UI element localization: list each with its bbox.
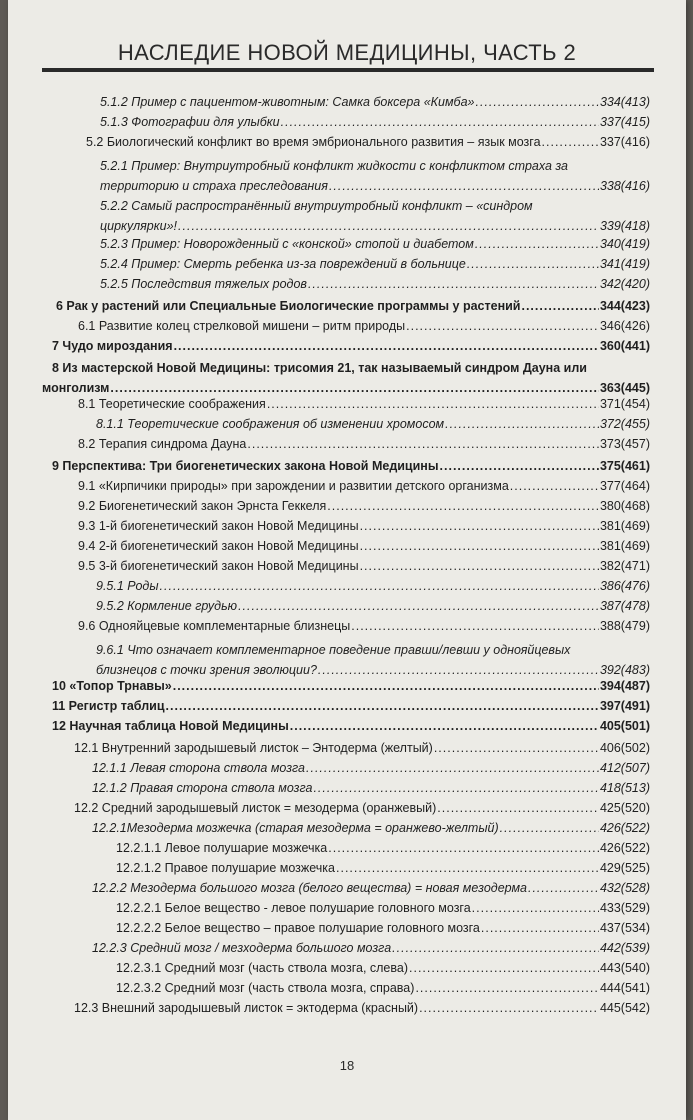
leader-dots <box>476 94 599 111</box>
toc-entry-title: 5.2.2 Самый распространённый внутриутробный конфликт – «синдром <box>100 199 533 213</box>
toc-entry <box>78 318 650 335</box>
toc-entry <box>92 940 650 957</box>
toc-entry <box>52 718 650 735</box>
toc-entry-title: 12.2.1.1 Левое полушарие мозжечка <box>116 841 328 855</box>
toc-entry-title: 5.1.2 Пример с пациентом-животным: Самка боксера «Кимба» <box>100 95 475 109</box>
leader-dots <box>528 880 599 897</box>
toc-entry-page: 429(525) <box>599 861 650 875</box>
leader-dots <box>392 940 599 957</box>
toc-entry-page: 392(483) <box>599 663 650 677</box>
toc-entry-page: 342(420) <box>599 277 650 291</box>
toc-entry-title: 5.2.5 Последствия тяжелых родов <box>100 277 307 291</box>
toc-entry-title-continued: циркулярки»! <box>100 219 178 233</box>
leader-dots <box>521 298 598 315</box>
leader-dots <box>328 840 599 857</box>
leader-dots <box>360 538 599 555</box>
leader-dots <box>510 478 599 495</box>
toc-entry-page: 338(416) <box>599 179 650 193</box>
toc-entry-title: 10 «Топор Трнавы» <box>52 679 172 693</box>
toc-entry-title: 12.2.2.1 Белое вещество - левое полушарие головного мозга <box>116 901 471 915</box>
leader-dots <box>406 318 599 335</box>
toc-entry-page: 337(415) <box>599 115 650 129</box>
toc-entry-page: 381(469) <box>599 519 650 533</box>
toc-entry-page: 334(413) <box>599 95 650 109</box>
leader-dots <box>166 698 599 715</box>
leader-dots <box>419 1000 599 1017</box>
leader-dots <box>360 518 599 535</box>
toc-entry-title: 12.2.3 Средний мозг / мезходерма большого мозга <box>92 941 392 955</box>
toc-entry-title: 12.2.1Мезодерма мозжечка (старая мезодерма = оранжево-желтый) <box>92 821 499 835</box>
toc-entry <box>116 860 650 877</box>
toc-entry-page: 443(540) <box>599 961 650 975</box>
toc-entry-title: 6.1 Развитие колец стрелковой мишени – ритм природы <box>78 319 406 333</box>
toc-entry-page: 433(529) <box>599 901 650 915</box>
toc-entry-page: 371(454) <box>599 397 650 411</box>
leader-dots <box>308 276 599 293</box>
toc-entry <box>116 840 650 857</box>
leader-dots <box>351 618 599 635</box>
toc-entry-page: 346(426) <box>599 319 650 333</box>
toc-entry-title: 9.6 Однояйцевые комплементарные близнецы <box>78 619 351 633</box>
toc-entry-page: 380(468) <box>599 499 650 513</box>
toc-entry <box>92 880 650 897</box>
leader-dots <box>542 134 599 151</box>
toc-entry <box>96 598 650 615</box>
toc-entry-page: 375(461) <box>599 459 650 473</box>
toc-entry-page: 437(534) <box>599 921 650 935</box>
toc-entry <box>116 900 650 917</box>
leader-dots <box>290 718 599 735</box>
toc-entry-page: 340(419) <box>599 237 650 251</box>
toc-entry <box>42 358 650 398</box>
toc-entry <box>100 256 650 273</box>
toc-entry <box>100 156 650 196</box>
toc-entry-page: 377(464) <box>599 479 650 493</box>
toc-entry-title: 9.4 2-й биогенетический закон Новой Медицины <box>78 539 359 553</box>
leader-dots <box>437 800 599 817</box>
leader-dots <box>475 236 599 253</box>
leader-dots <box>409 960 599 977</box>
toc-entry-page: 388(479) <box>599 619 650 633</box>
toc-entry <box>74 1000 650 1017</box>
toc-entry <box>92 820 650 837</box>
toc-entry-title: 9.5.1 Роды <box>96 579 159 593</box>
toc-entry-title: 12.2.3.2 Средний мозг (часть ствола мозга, справа) <box>116 981 415 995</box>
toc-entry <box>78 618 650 635</box>
toc-entry <box>56 298 650 315</box>
toc-entry-page: 373(457) <box>599 437 650 451</box>
toc-entry-title: 12.2 Средний зародышевый листок = мезодерма (оранжевый) <box>74 801 437 815</box>
toc-entry-page: 381(469) <box>599 539 650 553</box>
toc-entry-page: 382(471) <box>599 559 650 573</box>
toc-entry-title: 9.5 3-й биогенетический закон Новой Медицины <box>78 559 359 573</box>
leader-dots <box>434 740 599 757</box>
toc-entry-page: 397(491) <box>599 699 650 713</box>
leader-dots <box>110 378 599 398</box>
toc-entry-title-continued: близнецов с точки зрения эволюции? <box>96 663 317 677</box>
toc-entry-page: 344(423) <box>599 299 650 313</box>
toc-entry-page: 432(528) <box>599 881 650 895</box>
toc-entry-title: 9.6.1 Что означает комплементарное поведение правши/левши у однояйцевых <box>96 643 571 657</box>
toc-entry-title-continued: территорию и страха преследования <box>100 179 328 193</box>
toc-entry-title: 9.3 1-й биогенетический закон Новой Медицины <box>78 519 359 533</box>
toc-entry-page: 444(541) <box>599 981 650 995</box>
toc-entry <box>78 478 650 495</box>
leader-dots <box>174 338 599 355</box>
toc-entry-page: 418(513) <box>599 781 650 795</box>
toc-entry-page: 406(502) <box>599 741 650 755</box>
toc-entry-title: 9.5.2 Кормление грудью <box>96 599 238 613</box>
leader-dots <box>318 660 599 680</box>
leader-dots <box>360 558 599 575</box>
toc-entry-page: 394(487) <box>599 679 650 693</box>
toc-entry-page: 339(418) <box>599 219 650 233</box>
page-number: 18 <box>339 1058 355 1073</box>
toc-entry <box>100 236 650 253</box>
toc-entry <box>78 436 650 453</box>
toc-entry <box>96 578 650 595</box>
toc-entry <box>116 960 650 977</box>
toc-entry-title: 12.1.1 Левая сторона ствола мозга <box>92 761 306 775</box>
leader-dots <box>327 498 599 515</box>
toc-entry-title: 5.2.4 Пример: Смерть ребенка из-за повреждений в больнице <box>100 257 466 271</box>
toc-entry-title: 11 Регистр таблиц <box>52 699 165 713</box>
leader-dots <box>467 256 599 273</box>
leader-dots <box>267 396 599 413</box>
leader-dots <box>415 980 599 997</box>
toc-entry-page: 363(445) <box>599 381 650 395</box>
leader-dots <box>306 760 599 777</box>
toc-entry-title: 12.1 Внутренний зародышевый листок – Энтодерма (желтый) <box>74 741 433 755</box>
leader-dots <box>313 780 599 797</box>
toc-entry <box>74 740 650 757</box>
toc-entry <box>78 558 650 575</box>
toc-entry-title: 8.2 Терапия синдрома Дауна <box>78 437 247 451</box>
toc-entry-title: 12.2.3.1 Средний мозг (часть ствола мозга, слева) <box>116 961 408 975</box>
toc-entry <box>116 920 650 937</box>
toc-entry-title: 8 Из мастерской Новой Медицины: трисомия 21, так называемый синдром Дауна или <box>52 361 587 375</box>
toc-entry-title: 5.2 Биологический конфликт во время эмбрионального развития – язык мозга <box>86 135 541 149</box>
toc-entry <box>100 276 650 293</box>
toc-entry-page: 372(455) <box>599 417 650 431</box>
leader-dots <box>445 416 599 433</box>
toc-entry <box>52 678 650 695</box>
leader-dots <box>247 436 599 453</box>
toc-entry-title: 7 Чудо мироздания <box>52 339 173 353</box>
book-page <box>8 0 686 1120</box>
toc-entry-title: 5.1.3 Фотографии для улыбки <box>100 115 280 129</box>
toc-entry <box>78 538 650 555</box>
toc-entry <box>100 114 650 131</box>
toc-entry <box>52 338 650 355</box>
toc-entry-page: 442(539) <box>599 941 650 955</box>
toc-entry-title-continued: монголизм <box>42 381 110 395</box>
leader-dots <box>440 458 599 475</box>
leader-dots <box>481 920 599 937</box>
toc-entry-title: 12.2.1.2 Правое полушарие мозжечка <box>116 861 335 875</box>
toc-entry <box>86 134 650 151</box>
toc-entry-page: 337(416) <box>599 135 650 149</box>
toc-entry <box>52 458 650 475</box>
toc-entry-title: 5.2.1 Пример: Внутриутробный конфликт жидкости с конфликтом страха за <box>100 159 569 173</box>
toc-entry-title: 9 Перспектива: Три биогенетических закона Новой Медицины <box>52 459 439 473</box>
leader-dots <box>173 678 599 695</box>
toc-entry-page: 445(542) <box>599 1001 650 1015</box>
toc-entry <box>92 760 650 777</box>
leader-dots <box>500 820 599 837</box>
toc-entry-page: 426(522) <box>599 821 650 835</box>
toc-entry <box>96 416 650 433</box>
leader-dots <box>238 598 599 615</box>
toc-entry <box>78 518 650 535</box>
toc-entry <box>100 94 650 111</box>
toc-entry-title: 12.3 Внешний зародышевый листок = эктодерма (красный) <box>74 1001 419 1015</box>
toc-entry-title: 12.2.2.2 Белое вещество – правое полушарие головного мозга <box>116 921 480 935</box>
toc-entry-title: 9.1 «Кирпичики природы» при зарождении и развитии детского организма <box>78 479 509 493</box>
leader-dots <box>329 176 599 196</box>
toc-entry-page: 412(507) <box>599 761 650 775</box>
toc-entry <box>96 640 650 680</box>
toc-entry-page: 386(476) <box>599 579 650 593</box>
toc-entry-page: 426(522) <box>599 841 650 855</box>
toc-entry <box>116 980 650 997</box>
running-header: НАСЛЕДИЕ НОВОЙ МЕДИЦИНЫ, ЧАСТЬ 2 <box>117 40 577 65</box>
toc-entry-page: 341(419) <box>599 257 650 271</box>
toc-entry-title: 12.1.2 Правая сторона ствола мозга <box>92 781 313 795</box>
leader-dots <box>178 216 599 236</box>
toc-entry <box>52 698 650 715</box>
toc-entry-page: 425(520) <box>599 801 650 815</box>
header-rule <box>42 68 654 72</box>
toc-entry <box>74 800 650 817</box>
toc-entry-title: 12.2.2 Мезодерма большого мозга (белого вещества) = новая мезодерма <box>92 881 527 895</box>
toc-entry-page: 405(501) <box>599 719 650 733</box>
toc-entry-page: 387(478) <box>599 599 650 613</box>
leader-dots <box>336 860 599 877</box>
toc-entry-title: 12 Научная таблица Новой Медицины <box>52 719 289 733</box>
toc-entry <box>100 196 650 236</box>
toc-entry <box>78 498 650 515</box>
leader-dots <box>160 578 599 595</box>
toc-entry-title: 9.2 Биогенетический закон Эрнста Геккеля <box>78 499 327 513</box>
toc-entry-title: 6 Рак у растений или Специальные Биологические программы у растений <box>56 299 521 313</box>
toc-entry-title: 8.1 Теоретические соображения <box>78 397 266 411</box>
toc-entry-page: 360(441) <box>599 339 650 353</box>
leader-dots <box>281 114 599 131</box>
toc-entry <box>78 396 650 413</box>
toc-entry-title: 5.2.3 Пример: Новорожденный с «конской» стопой и диабетом <box>100 237 474 251</box>
toc-entry <box>92 780 650 797</box>
leader-dots <box>472 900 599 917</box>
toc-entry-title: 8.1.1 Теоретические соображения об изменении хромосом <box>96 417 445 431</box>
